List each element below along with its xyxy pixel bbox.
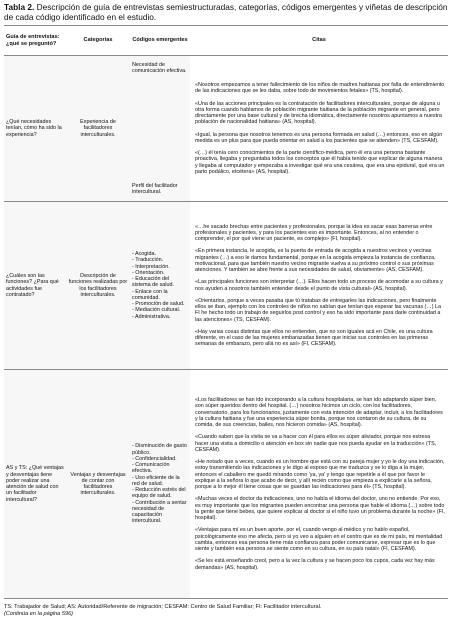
code-item: - Interpretación. [132, 263, 170, 270]
header-guide: Guía de entrevistas: ¿qué se preguntó? [4, 26, 66, 56]
code-item: - Contribución a sentar necesidad de capacitación intercultural. [132, 499, 187, 525]
code-item: - Administrativa. [132, 313, 171, 320]
code-item: - Traducción. [132, 257, 164, 264]
row-codes [130, 56, 190, 202]
row-quotes [190, 370, 448, 599]
code-item: Perfil del facilitador intercultural. [132, 183, 178, 196]
row-category: Experiencia de facilitadores interculturales. [66, 56, 130, 202]
quote: «He notado que a veces, cuando es un hombre que está con su pareja mujer y yo le doy una indicación, estoy transmitiendo las indicaciones y le digo al esposo que me traduzca y se lo diga a la mujer, entonces el caballero me quedó mirando como ‘ya, ya’ y tengo que repetirle a él que por favor le explique a la señora lo que acabo de decir, y allí recién como que empieza a explicarle a la señora, porque a lo mejor él tiene cosas que se guardan las indicaciones para él» (TS, hospital). [195, 459, 445, 491]
quote: «Orientarlos, porque a veces pasaba que tú tratabas de entregarles las indicaciones, pero finalmente ellos se iban, ejemplo con los controles de niños no sabían que tenían que esperar las vacunas (…) La FI he hecho todo un trabajo de seguirlos post control y eso ha sido importante para darle continuidad a las atenciones» (TS, CESFAM). [195, 297, 442, 323]
code-item: - Enlace con la comunidad. [132, 288, 168, 301]
table-row [4, 202, 448, 370]
quote: «Las principales funciones son interpretar (…). Ellos hacen todo un proceso de acomodar a su cultura y nos ayuden a nosotros también entender desde el punto de vista cultural» (AS, hospital). [195, 279, 443, 292]
code-item: Necesidad de comunicación efectiva. [132, 61, 187, 74]
abbreviations-note: TS: Trabajador de Salud; AS: Autoridad/Referente de migración; CESFAM: Centro de Salud Familiar; FI: Facilitador intercultural. [4, 604, 322, 610]
row-codes [130, 202, 190, 370]
code-item: - Orientación. [132, 269, 165, 276]
quote: «Igual, la persona que nosotros tenemos es una persona formada en salud (…) entonces, eso en algún medida es un plus para que pueda orientar en salud a los pacientes que se atienden» (TS, CESFAM). [195, 131, 443, 144]
row-quotes [190, 56, 448, 202]
code-item: - Mediación cultural. [132, 307, 181, 314]
table-row [4, 56, 448, 202]
quote: «En primera instancia, le acogida, es la puerta de entrada de acogida a nuestros vecinos y vecinas migrantes (…) a eso le damos fundamental, porque en la acogida empieza la instancia de confianza, motivacional, para que también nuestro vecino migrante vuelva a su próximo control o sus próximas atenciones. Y también se abre frente a sus necesidades de salud, obviamente» (AS, CESFAM). [195, 248, 436, 273]
quote: «Una de las acciones principales es la contratación de facilitadores interculturales, porque de alguna u otra forma cuando hablamos de población migrante haitiana de la población migrante en general, pero directamente por una base cultural y de brecha idiomática, directamente nosotros apuntamos a nuestra población de nacionalidad haitiana» (AS, hospital). [195, 100, 442, 126]
continued-note: (Continúa en la página 596) [4, 611, 74, 617]
table-caption [4, 2, 448, 22]
interview-table [4, 25, 448, 599]
header-quotes: Citas [190, 26, 448, 56]
row-quotes [190, 202, 448, 370]
quote: «Muchas veces el doctor da indicaciones, uno no había el idioma del doctor, uno no entiende. Por eso, es muy importante que los migrantes pueden encontrar una persona que hable el idioma (…) sobre todo la gente que tiene bebes, que quiere explicar al doctor si el niño tuvo un problema durante la noche» (FI, hospital). [195, 496, 445, 522]
quote: «Cuando saben que la visita se va a hacer con él para ellos es súper aliviador, porque nos estresa hacer una visita a domicilio o atención en box sin nadie que nos pueda ayudar en la traducción» (TS, CESFAM). [195, 434, 437, 453]
code-item: - Confidencialidad. [132, 455, 177, 462]
row-category: Ventajas y desventajas de contar con facilitadores interculturales. [66, 370, 130, 599]
quote: «Nosotros empezamos a tener fallecimiento de los niños de madres haitianas por falta de entendimiento de las indicaciones que se les daba, sobre todo de movimientos fetales» (TS, hospital). [195, 82, 445, 95]
quote: «Hay varias cosas distintas que ellos no entienden, que no son iguales acá en Chile, es una cultura diferente, en el caso de las mujeres embarazadas tienen que iniciar sus controles en las primeras semanas de embarazo, pero allá no es así» (FI, CESFAM). [195, 328, 433, 348]
code-item: - Promoción de salud. [132, 301, 185, 308]
table-number: Tabla 2. [4, 2, 35, 12]
code-item: - Disminución de gasto público. [132, 443, 187, 456]
row-guide-question: ¿Cuáles son las funciones? ¿Para qué actividades fue contratado? [4, 202, 66, 370]
quote: «Se les está enseñando creol, pero a la vez la cultura y se hacen poco los cupos, cada vez hay más demandas» (AS, hospital). [195, 558, 435, 571]
quote: «Los facilitadores se han ido incorporando a la cultura hospitalaria, se han ido adaptando súper bien, son súper queridos dentro del hospital. (…) nosotros hicimos un ciclo, con los facilitadores, conversatorio, para los funcionarios, justamente con esta intención de adaptar, incluir, a los facilitadores y la cultura haitiana y fue una experiencia súper bonita, porque nos contaron de su cultura, de su comida, de sus creencias, bailes, nos hicieron comida» (AS, hospital). [195, 397, 443, 429]
row-codes [130, 370, 190, 599]
header-codes: Códigos emergentes [130, 26, 190, 56]
table-row [4, 370, 448, 599]
quote: «Ventajas para mí es un buen aporte, por el, cuando vengo al médico y no hablo español, psicológicamente eso me afecta, pero si yo veo a alguien en el centro que es de mi país, mi mentalidad cambia, entonces esa persona tiene más confianza para poder comunicarse, expresar que es lo que siente y también esa persona se siente como en su cultura, en su país natal» (FI, CESFAM). [195, 527, 443, 553]
quote: «(…) él tenía cero conocimientos de la parte científico-médica, pero él era una persona bastante proactiva, llegaba y preguntaba todos los conceptos que él había tenido que explicar de alguna manera y llegaba al computador y empezaba a investigar qué era una cesárea, que era una epidural, qué era un parto podálico, etcétera» (AS, hospital). [195, 150, 445, 175]
row-guide-question: AS y TS: ¿Qué ventajas y desventajas tiene poder realizar una atención de salud con un facilitador intercultural? [4, 370, 66, 599]
table-title: Descripción de guía de entrevistas semiestructuradas, categorías, códigos emergentes y viñetas de descripción de cada código identificado en el estudio. [4, 2, 448, 22]
table-footnote [4, 604, 448, 618]
code-item: - Comunicación efectiva. [132, 462, 170, 475]
code-item: - Reducción estrés del equipo de salud. [132, 487, 186, 500]
quote: «…he sacado brechas entre pacientes y profesionales, porque la idea es sacar esas barreras entre profesionales y pacientes, y para los pacientes eso es importante. Entonces, al no entender o comprender, el por qué viene un paciente, es complejo» (FI, hospital). [195, 223, 433, 242]
row-category: Descripción de funciones realizadas por los facilitadores interculturales. [66, 202, 130, 370]
table-header-row [4, 26, 448, 56]
row-guide-question: ¿Qué necesidades tenían, cómo ha sido la experiencia? [4, 56, 66, 202]
code-item: - Acogida. [132, 251, 156, 258]
code-item: - Uso eficiente de la red de salud. [132, 474, 180, 487]
code-item: - Educación del sistema de salud. [132, 276, 174, 289]
header-categories: Categorías [66, 26, 130, 56]
